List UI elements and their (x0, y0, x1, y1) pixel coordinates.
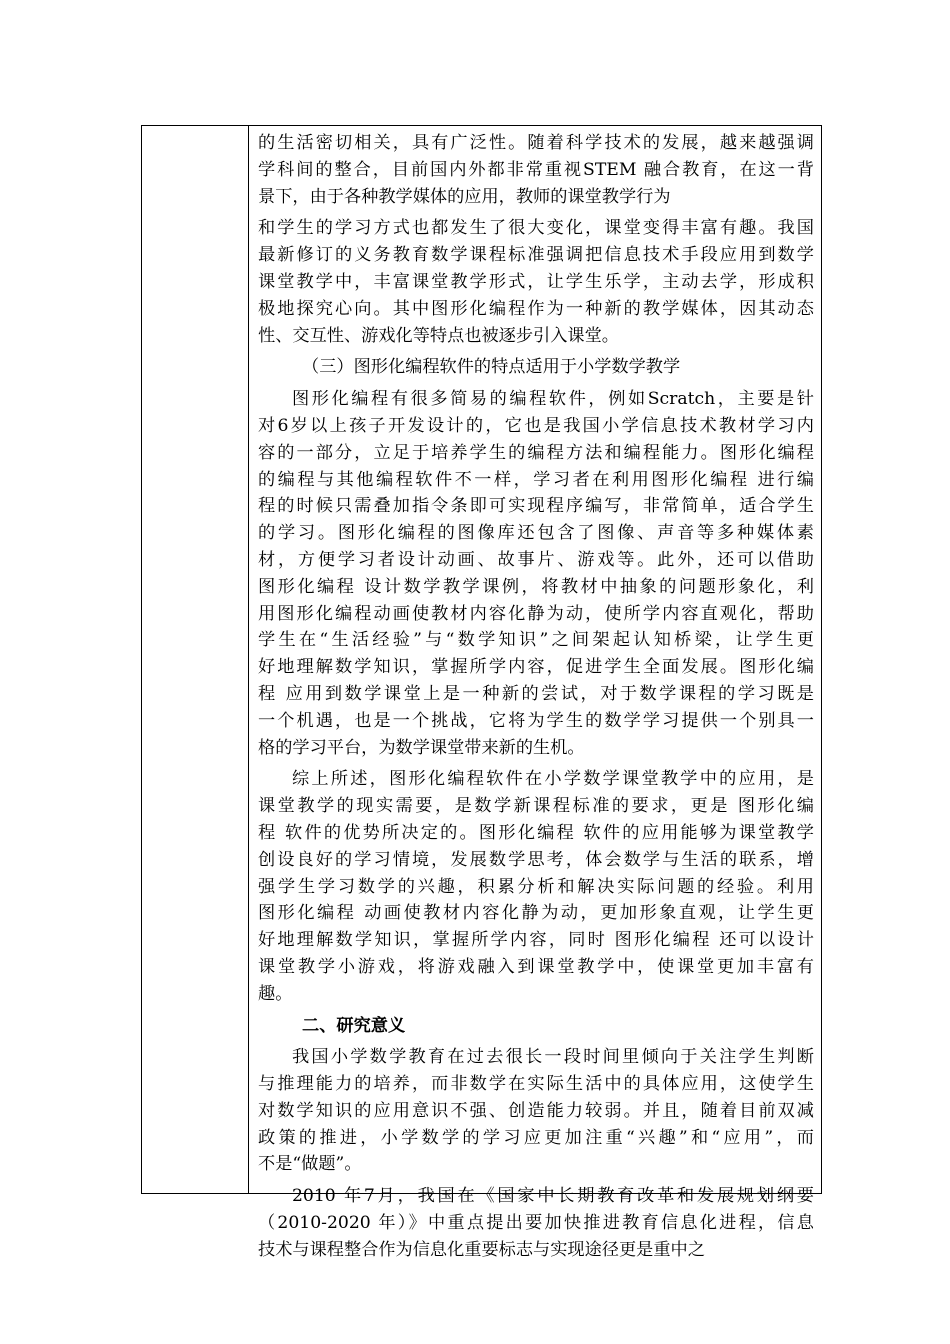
text-line: 景下，由于各种教学媒体的应用，教师的课堂教学行为 (258, 186, 671, 207)
text-line: 学生在“生活经验”与“数学知识”之间架起认知桥梁，让学生更 (258, 630, 814, 651)
section-heading-research-significance (258, 1013, 814, 1040)
text-line: 我国小学数学教育在过去很长一段时间里倾向于关注学生判断 (292, 1047, 814, 1068)
text-line: 材，方便学习者设计动画、故事片、游戏等。此外，还可以借助 (258, 549, 814, 570)
text-line: 一个机遇，也是一个挑战，它将为学生的数学学习提供一个别具一 (258, 710, 814, 731)
text-line: 强学生学习数学的兴趣，积累分析和解决实际问题的经验。利用 (258, 876, 814, 897)
paragraph-4 (258, 386, 814, 761)
content-cell (258, 130, 814, 1264)
text-line: 用图形化编程动画使教材内容化静为动，使所学内容直观化，帮助 (258, 603, 814, 624)
text-line: 图形化编程 动画使教材内容化静为动，更加形象直观，让学生更 (258, 903, 814, 924)
paragraph-5 (258, 766, 814, 1007)
text-line: 学科间的整合，目前国内外都非常重视STEM 融合教育，在这一背 (258, 159, 814, 180)
paragraph-1 (258, 130, 814, 210)
text-line: 程的时候只需叠加指令条即可实现程序编写，非常简单，适合学生 (258, 496, 814, 517)
text-line: 的生活密切相关，具有广泛性。随着科学技术的发展，越来越强调 (258, 133, 814, 153)
text-line: 创设良好的学习情境，发展数学思考，体会数学与生活的联系，增 (258, 849, 814, 870)
text-line: 对数学知识的应用意识不强、创造能力较弱。并且，随着目前双减 (258, 1100, 814, 1121)
text-line: 综上所述，图形化编程软件在小学数学课堂教学中的应用，是 (292, 769, 814, 790)
text-line: 课堂教学中，丰富课堂教学形式，让学生乐学，主动去学，形成积 (258, 271, 814, 292)
text-line: 最新修订的义务教育数学课程标准强调把信息技术手段应用到数学 (258, 245, 814, 266)
text-line: 对6岁以上孩子开发设计的，它也是我国小学信息技术教材学习内 (258, 415, 814, 436)
paragraph-2 (258, 215, 814, 349)
text-line: 好地理解数学知识，掌握所学内容，同时 图形化编程 还可以设计 (258, 930, 814, 951)
left-empty-cell (142, 126, 248, 1193)
heading-line: （三）图形化编程软件的特点适用于小学数学教学 (302, 357, 681, 378)
text-line: 极地探究心向。其中图形化编程作为一种新的教学媒体，因其动态 (258, 298, 814, 319)
text-line: 图形化编程有很多简易的编程软件，例如Scratch，主要是针 (292, 389, 814, 410)
text-line: 的编程与其他编程软件不一样，学习者在利用图形化编程 进行编 (258, 469, 814, 490)
text-line: （2010-2020 年）》中重点提出要加快推进教育信息化进程，信息 (258, 1213, 814, 1234)
text-line: 格的学习平台，为数学课堂带来新的生机。 (258, 737, 585, 758)
text-line: 程 软件的优势所决定的。图形化编程 软件的应用能够为课堂教学 (258, 822, 814, 843)
text-line: 课堂教学小游戏，将游戏融入到课堂教学中，使课堂更加丰富有 (258, 956, 814, 977)
text-line: 好地理解数学知识，掌握所学内容，促进学生全面发展。图形化编 (258, 657, 814, 678)
text-line: 和学生的学习方式也都发生了很大变化，课堂变得丰富有趣。我国 (258, 218, 814, 239)
text-line: 容的一部分，立足于培养学生的编程方法和编程能力。图形化编程 (258, 442, 814, 463)
paragraph-8 (258, 1183, 814, 1263)
column-divider (248, 126, 249, 1193)
paragraph-7 (258, 1044, 814, 1178)
text-line: 2010 年7月，我国在《国家中长期教育改革和发展规划纲要 (292, 1186, 814, 1207)
text-line: 课堂教学的现实需要，是数学新课程标准的要求，更是 图形化编 (258, 796, 814, 817)
text-line: 性、交互性、游戏化等特点也被逐步引入课堂。 (258, 325, 619, 346)
text-line: 的学习。图形化编程的图像库还包含了图像、声音等多种媒体素 (258, 523, 814, 544)
text-line: 政策的推进，小学数学的学习应更加注重“兴趣”和“应用”，而 (258, 1127, 814, 1148)
text-line: 趣。 (258, 983, 293, 1004)
text-line: 程 应用到数学课堂上是一种新的尝试，对于数学课程的学习既是 (258, 683, 814, 704)
section-heading-3 (258, 354, 814, 381)
text-line: 不是“做题”。 (258, 1154, 362, 1175)
text-line: 与推理能力的培养，而非数学在实际生活中的具体应用，这使学生 (258, 1074, 814, 1095)
text-line: 图形化编程 设计数学教学课例，将教材中抽象的问题形象化，利 (258, 576, 814, 597)
text-line: 技术与课程整合作为信息化重要标志与实现途径更是重中之 (258, 1239, 705, 1260)
heading-line: 二、研究意义 (302, 1015, 406, 1036)
